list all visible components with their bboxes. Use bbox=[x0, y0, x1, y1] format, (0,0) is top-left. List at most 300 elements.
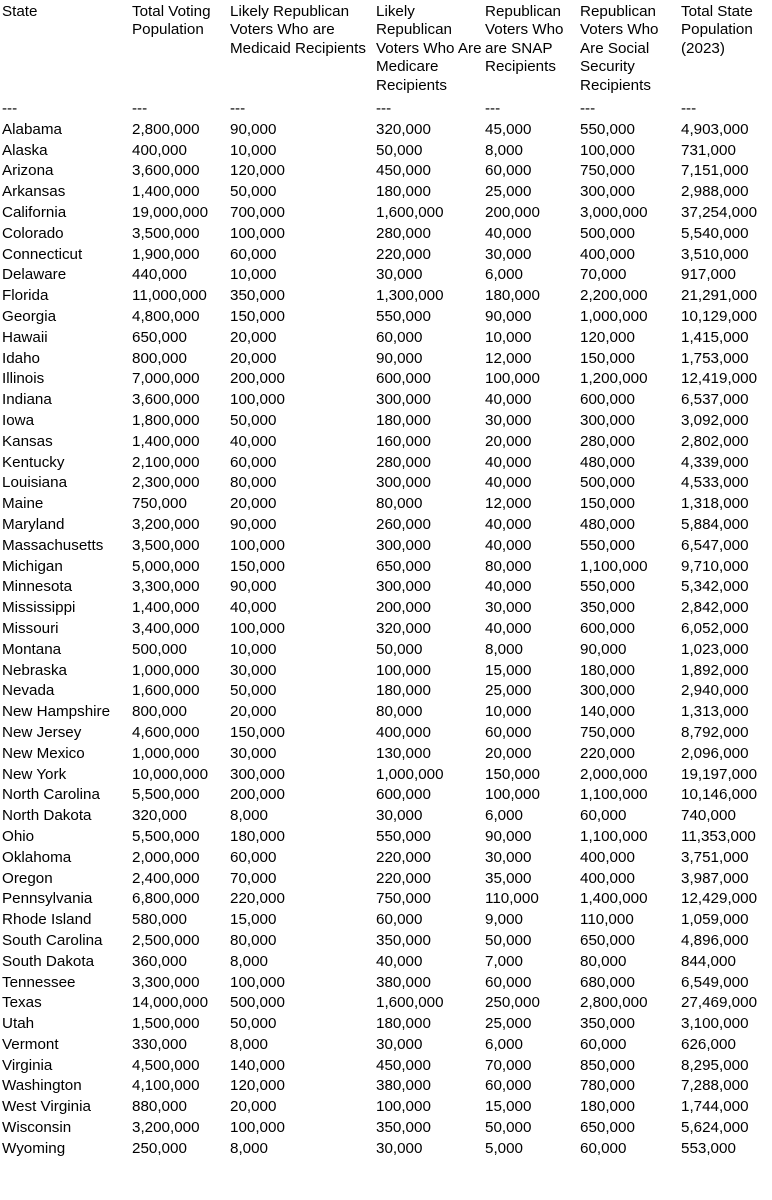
medicare-recipients-cell: 80,000 bbox=[376, 495, 423, 513]
table-row bbox=[2, 349, 769, 370]
table-row bbox=[2, 120, 769, 141]
snap-recipients-cell: 6,000 bbox=[485, 807, 524, 825]
total-state-population-cell: 6,052,000 bbox=[681, 619, 749, 637]
medicaid-recipients-cell: 120,000 bbox=[230, 1077, 285, 1095]
medicaid-recipients-cell: 30,000 bbox=[230, 744, 277, 762]
snap-recipients-cell: 45,000 bbox=[485, 120, 532, 138]
medicaid-recipients-cell: 8,000 bbox=[230, 952, 269, 970]
total-state-population-cell: 6,547,000 bbox=[681, 536, 749, 554]
state-name-cell: Maryland bbox=[2, 515, 65, 533]
snap-recipients-cell: 10,000 bbox=[485, 328, 532, 346]
social-security-recipients-cell: 1,100,000 bbox=[580, 786, 648, 804]
state-data-table bbox=[2, 3, 769, 1160]
total-voting-population-cell: 3,200,000 bbox=[132, 1119, 200, 1137]
medicare-recipients-cell: 180,000 bbox=[376, 1015, 431, 1033]
state-name-cell: Delaware bbox=[2, 266, 67, 284]
total-voting-population-cell: 250,000 bbox=[132, 1139, 187, 1157]
social-security-recipients-cell: 550,000 bbox=[580, 536, 635, 554]
social-security-recipients-cell: 1,000,000 bbox=[580, 308, 648, 325]
table-row bbox=[2, 453, 769, 474]
total-state-population-cell: 3,092,000 bbox=[681, 411, 749, 429]
total-state-population-cell: 7,151,000 bbox=[681, 162, 749, 180]
table-row bbox=[2, 557, 769, 578]
social-security-recipients-cell: 60,000 bbox=[580, 1139, 627, 1157]
social-security-recipients-cell: 300,000 bbox=[580, 183, 635, 201]
separator-cell: --- bbox=[132, 100, 148, 118]
snap-recipients-cell: 15,000 bbox=[485, 1098, 532, 1116]
medicare-recipients-cell: 1,000,000 bbox=[376, 765, 444, 783]
table-row bbox=[2, 494, 769, 515]
snap-recipients-cell: 60,000 bbox=[485, 162, 532, 180]
medicare-recipients-cell: 30,000 bbox=[376, 1035, 423, 1053]
social-security-recipients-cell: 400,000 bbox=[580, 869, 635, 887]
table-row bbox=[2, 973, 769, 994]
state-name-cell: Utah bbox=[2, 1015, 35, 1033]
state-name-cell: Rhode Island bbox=[2, 911, 92, 929]
total-voting-population-cell: 1,400,000 bbox=[132, 183, 200, 201]
snap-recipients-cell: 90,000 bbox=[485, 827, 532, 845]
state-name-cell: Michigan bbox=[2, 557, 63, 575]
total-voting-population-cell: 1,900,000 bbox=[132, 245, 200, 263]
medicare-recipients-cell: 30,000 bbox=[376, 807, 423, 825]
snap-recipients-cell: 70,000 bbox=[485, 1056, 532, 1074]
table-row bbox=[2, 141, 769, 162]
state-name-cell: Illinois bbox=[2, 370, 45, 388]
snap-recipients-cell: 30,000 bbox=[485, 848, 532, 866]
medicaid-recipients-cell: 700,000 bbox=[230, 204, 285, 222]
total-state-population-cell: 10,129,000 bbox=[681, 308, 758, 325]
state-name-cell: Vermont bbox=[2, 1035, 59, 1053]
medicaid-recipients-cell: 30,000 bbox=[230, 661, 277, 679]
medicaid-recipients-cell: 200,000 bbox=[230, 786, 285, 804]
social-security-recipients-cell: 180,000 bbox=[580, 1098, 635, 1116]
table-row bbox=[2, 661, 769, 682]
state-name-cell: Kentucky bbox=[2, 453, 65, 471]
medicaid-recipients-cell: 100,000 bbox=[230, 619, 285, 637]
social-security-recipients-cell: 780,000 bbox=[580, 1077, 635, 1095]
total-voting-population-cell: 3,200,000 bbox=[132, 515, 200, 533]
total-state-population-cell: 8,295,000 bbox=[681, 1056, 749, 1074]
medicaid-recipients-cell: 20,000 bbox=[230, 495, 277, 513]
medicare-recipients-cell: 750,000 bbox=[376, 890, 431, 908]
social-security-recipients-cell: 2,000,000 bbox=[580, 765, 648, 783]
table-row bbox=[2, 931, 769, 952]
medicare-recipients-cell: 380,000 bbox=[376, 1077, 431, 1095]
snap-recipients-cell: 20,000 bbox=[485, 744, 532, 762]
total-state-population-cell: 3,987,000 bbox=[681, 869, 749, 887]
total-state-population-cell: 4,339,000 bbox=[681, 453, 749, 471]
medicare-recipients-cell: 80,000 bbox=[376, 703, 423, 721]
medicare-recipients-cell: 30,000 bbox=[376, 266, 423, 284]
medicaid-recipients-cell: 8,000 bbox=[230, 807, 269, 825]
total-state-population-cell: 1,059,000 bbox=[681, 911, 749, 929]
medicare-recipients-cell: 550,000 bbox=[376, 308, 431, 325]
medicaid-recipients-cell: 40,000 bbox=[230, 599, 277, 617]
state-name-cell: North Dakota bbox=[2, 807, 92, 825]
total-state-population-cell: 2,988,000 bbox=[681, 183, 749, 201]
state-name-cell: Hawaii bbox=[2, 328, 48, 346]
state-name-cell: Connecticut bbox=[2, 245, 83, 263]
total-voting-population-cell: 7,000,000 bbox=[132, 370, 200, 388]
state-name-cell: West Virginia bbox=[2, 1098, 91, 1116]
snap-recipients-cell: 7,000 bbox=[485, 952, 524, 970]
state-name-cell: Pennsylvania bbox=[2, 890, 93, 908]
table-row bbox=[2, 286, 769, 307]
total-state-population-cell: 12,419,000 bbox=[681, 370, 758, 388]
total-state-population-cell: 5,884,000 bbox=[681, 515, 749, 533]
snap-recipients-cell: 40,000 bbox=[485, 578, 532, 596]
social-security-recipients-cell: 2,200,000 bbox=[580, 287, 648, 305]
medicare-recipients-cell: 260,000 bbox=[376, 515, 431, 533]
state-name-cell: New Mexico bbox=[2, 744, 85, 762]
snap-recipients-cell: 30,000 bbox=[485, 245, 532, 263]
separator-row bbox=[2, 95, 769, 120]
total-state-population-cell: 4,896,000 bbox=[681, 931, 749, 949]
medicare-recipients-cell: 450,000 bbox=[376, 162, 431, 180]
social-security-recipients-cell: 650,000 bbox=[580, 1119, 635, 1137]
separator-cell: --- bbox=[485, 100, 501, 118]
total-state-population-cell: 9,710,000 bbox=[681, 557, 749, 575]
social-security-recipients-cell: 480,000 bbox=[580, 453, 635, 471]
total-voting-population-cell: 2,800,000 bbox=[132, 120, 200, 138]
total-state-population-cell: 21,291,000 bbox=[681, 287, 758, 305]
snap-recipients-cell: 6,000 bbox=[485, 1035, 524, 1053]
table-row bbox=[2, 224, 769, 245]
state-name-cell: Nebraska bbox=[2, 661, 67, 679]
social-security-recipients-cell: 80,000 bbox=[580, 952, 627, 970]
snap-recipients-cell: 200,000 bbox=[485, 204, 540, 222]
table-row bbox=[2, 806, 769, 827]
medicare-recipients-cell: 1,600,000 bbox=[376, 204, 444, 222]
column-header-snap-recipients: Republican Voters Who are SNAP Recipients bbox=[485, 3, 564, 76]
snap-recipients-cell: 25,000 bbox=[485, 1015, 532, 1033]
medicare-recipients-cell: 320,000 bbox=[376, 619, 431, 637]
snap-recipients-cell: 40,000 bbox=[485, 619, 532, 637]
state-name-cell: Tennessee bbox=[2, 973, 76, 991]
medicaid-recipients-cell: 50,000 bbox=[230, 411, 277, 429]
medicare-recipients-cell: 50,000 bbox=[376, 640, 423, 658]
table-row bbox=[2, 245, 769, 266]
table-row bbox=[2, 640, 769, 661]
state-name-cell: Nevada bbox=[2, 682, 55, 700]
medicaid-recipients-cell: 120,000 bbox=[230, 162, 285, 180]
social-security-recipients-cell: 350,000 bbox=[580, 599, 635, 617]
state-name-cell: Arizona bbox=[2, 162, 54, 180]
total-voting-population-cell: 360,000 bbox=[132, 952, 187, 970]
state-name-cell: Virginia bbox=[2, 1056, 53, 1074]
social-security-recipients-cell: 280,000 bbox=[580, 432, 635, 450]
table-row bbox=[2, 827, 769, 848]
medicaid-recipients-cell: 10,000 bbox=[230, 141, 277, 159]
total-voting-population-cell: 400,000 bbox=[132, 141, 187, 159]
social-security-recipients-cell: 150,000 bbox=[580, 349, 635, 367]
social-security-recipients-cell: 750,000 bbox=[580, 162, 635, 180]
medicaid-recipients-cell: 180,000 bbox=[230, 827, 285, 845]
state-name-cell: South Carolina bbox=[2, 931, 103, 949]
total-voting-population-cell: 4,100,000 bbox=[132, 1077, 200, 1095]
social-security-recipients-cell: 150,000 bbox=[580, 495, 635, 513]
state-name-cell: New York bbox=[2, 765, 67, 783]
snap-recipients-cell: 8,000 bbox=[485, 640, 524, 658]
table-row bbox=[2, 952, 769, 973]
total-voting-population-cell: 750,000 bbox=[132, 495, 187, 513]
state-name-cell: Arkansas bbox=[2, 183, 66, 201]
snap-recipients-cell: 40,000 bbox=[485, 515, 532, 533]
table-row bbox=[2, 1139, 769, 1160]
snap-recipients-cell: 20,000 bbox=[485, 432, 532, 450]
total-voting-population-cell: 3,600,000 bbox=[132, 391, 200, 409]
total-voting-population-cell: 1,400,000 bbox=[132, 432, 200, 450]
total-voting-population-cell: 330,000 bbox=[132, 1035, 187, 1053]
medicare-recipients-cell: 220,000 bbox=[376, 848, 431, 866]
medicare-recipients-cell: 160,000 bbox=[376, 432, 431, 450]
social-security-recipients-cell: 60,000 bbox=[580, 807, 627, 825]
social-security-recipients-cell: 60,000 bbox=[580, 1035, 627, 1053]
medicare-recipients-cell: 180,000 bbox=[376, 183, 431, 201]
table-row bbox=[2, 1014, 769, 1035]
social-security-recipients-cell: 300,000 bbox=[580, 411, 635, 429]
state-name-cell: Florida bbox=[2, 287, 49, 305]
table-row bbox=[2, 577, 769, 598]
total-state-population-cell: 5,624,000 bbox=[681, 1119, 749, 1137]
total-state-population-cell: 19,197,000 bbox=[681, 765, 758, 783]
state-name-cell: Georgia bbox=[2, 308, 57, 325]
medicare-recipients-cell: 600,000 bbox=[376, 786, 431, 804]
table-row bbox=[2, 307, 769, 328]
snap-recipients-cell: 40,000 bbox=[485, 391, 532, 409]
medicaid-recipients-cell: 220,000 bbox=[230, 890, 285, 908]
snap-recipients-cell: 40,000 bbox=[485, 536, 532, 554]
medicaid-recipients-cell: 140,000 bbox=[230, 1056, 285, 1074]
medicaid-recipients-cell: 10,000 bbox=[230, 266, 277, 284]
social-security-recipients-cell: 110,000 bbox=[580, 911, 634, 929]
column-header-total-voting-population: Total Voting Population bbox=[132, 3, 211, 39]
total-voting-population-cell: 1,800,000 bbox=[132, 411, 200, 429]
table-row bbox=[2, 369, 769, 390]
medicare-recipients-cell: 180,000 bbox=[376, 411, 431, 429]
medicare-recipients-cell: 220,000 bbox=[376, 245, 431, 263]
medicare-recipients-cell: 550,000 bbox=[376, 827, 431, 845]
state-name-cell: Missouri bbox=[2, 619, 59, 637]
state-name-cell: Oklahoma bbox=[2, 848, 72, 866]
snap-recipients-cell: 180,000 bbox=[485, 287, 540, 305]
social-security-recipients-cell: 550,000 bbox=[580, 578, 635, 596]
social-security-recipients-cell: 480,000 bbox=[580, 515, 635, 533]
total-state-population-cell: 3,751,000 bbox=[681, 848, 749, 866]
snap-recipients-cell: 40,000 bbox=[485, 453, 532, 471]
total-state-population-cell: 4,903,000 bbox=[681, 120, 749, 138]
table-row bbox=[2, 765, 769, 786]
social-security-recipients-cell: 1,200,000 bbox=[580, 370, 648, 388]
social-security-recipients-cell: 300,000 bbox=[580, 682, 635, 700]
snap-recipients-cell: 150,000 bbox=[485, 765, 540, 783]
total-state-population-cell: 1,415,000 bbox=[681, 328, 749, 346]
medicare-recipients-cell: 300,000 bbox=[376, 578, 431, 596]
total-voting-population-cell: 3,500,000 bbox=[132, 224, 200, 242]
medicare-recipients-cell: 350,000 bbox=[376, 931, 431, 949]
total-voting-population-cell: 2,000,000 bbox=[132, 848, 200, 866]
state-name-cell: Washington bbox=[2, 1077, 82, 1095]
medicare-recipients-cell: 300,000 bbox=[376, 536, 431, 554]
snap-recipients-cell: 30,000 bbox=[485, 599, 532, 617]
total-voting-population-cell: 500,000 bbox=[132, 640, 187, 658]
social-security-recipients-cell: 180,000 bbox=[580, 661, 635, 679]
total-state-population-cell: 553,000 bbox=[681, 1139, 736, 1157]
social-security-recipients-cell: 600,000 bbox=[580, 391, 635, 409]
medicaid-recipients-cell: 100,000 bbox=[230, 536, 285, 554]
total-voting-population-cell: 320,000 bbox=[132, 807, 187, 825]
total-voting-population-cell: 1,500,000 bbox=[132, 1015, 200, 1033]
snap-recipients-cell: 10,000 bbox=[485, 703, 532, 721]
medicare-recipients-cell: 220,000 bbox=[376, 869, 431, 887]
snap-recipients-cell: 110,000 bbox=[485, 890, 539, 908]
table-row bbox=[2, 598, 769, 619]
table-row bbox=[2, 1056, 769, 1077]
table-row bbox=[2, 473, 769, 494]
total-state-population-cell: 37,254,000 bbox=[681, 204, 758, 222]
state-name-cell: Minnesota bbox=[2, 578, 73, 596]
medicare-recipients-cell: 90,000 bbox=[376, 349, 423, 367]
total-state-population-cell: 12,429,000 bbox=[681, 890, 758, 908]
snap-recipients-cell: 50,000 bbox=[485, 1119, 532, 1137]
state-name-cell: Iowa bbox=[2, 411, 35, 429]
medicaid-recipients-cell: 80,000 bbox=[230, 931, 277, 949]
table-row bbox=[2, 536, 769, 557]
medicare-recipients-cell: 200,000 bbox=[376, 599, 431, 617]
medicare-recipients-cell: 300,000 bbox=[376, 474, 431, 492]
table-body bbox=[2, 95, 769, 1160]
total-state-population-cell: 7,288,000 bbox=[681, 1077, 749, 1095]
social-security-recipients-cell: 90,000 bbox=[580, 640, 627, 658]
total-state-population-cell: 6,549,000 bbox=[681, 973, 749, 991]
snap-recipients-cell: 90,000 bbox=[485, 308, 532, 325]
total-state-population-cell: 11,353,000 bbox=[681, 827, 756, 845]
total-voting-population-cell: 1,400,000 bbox=[132, 599, 200, 617]
snap-recipients-cell: 35,000 bbox=[485, 869, 532, 887]
medicaid-recipients-cell: 50,000 bbox=[230, 1015, 277, 1033]
total-voting-population-cell: 5,000,000 bbox=[132, 557, 200, 575]
state-name-cell: Texas bbox=[2, 994, 42, 1012]
medicaid-recipients-cell: 50,000 bbox=[230, 183, 277, 201]
medicare-recipients-cell: 100,000 bbox=[376, 1098, 431, 1116]
total-state-population-cell: 2,940,000 bbox=[681, 682, 749, 700]
snap-recipients-cell: 25,000 bbox=[485, 183, 532, 201]
total-state-population-cell: 5,540,000 bbox=[681, 224, 749, 242]
medicaid-recipients-cell: 90,000 bbox=[230, 120, 277, 138]
total-state-population-cell: 2,842,000 bbox=[681, 599, 749, 617]
social-security-recipients-cell: 140,000 bbox=[580, 703, 635, 721]
column-header-state: State bbox=[2, 3, 38, 20]
social-security-recipients-cell: 680,000 bbox=[580, 973, 635, 991]
medicare-recipients-cell: 1,600,000 bbox=[376, 994, 444, 1012]
column-header-total-state-population: Total State Population (2023) bbox=[681, 3, 753, 57]
total-voting-population-cell: 5,500,000 bbox=[132, 786, 200, 804]
medicaid-recipients-cell: 20,000 bbox=[230, 349, 277, 367]
social-security-recipients-cell: 350,000 bbox=[580, 1015, 635, 1033]
column-header-medicare-recipients: Likely Republican Voters Who Are Medicare Recipients bbox=[376, 3, 482, 94]
table-row bbox=[2, 515, 769, 536]
total-voting-population-cell: 2,500,000 bbox=[132, 931, 200, 949]
social-security-recipients-cell: 1,100,000 bbox=[580, 557, 648, 575]
total-voting-population-cell: 4,800,000 bbox=[132, 308, 200, 325]
total-voting-population-cell: 14,000,000 bbox=[132, 994, 209, 1012]
social-security-recipients-cell: 550,000 bbox=[580, 120, 635, 138]
medicaid-recipients-cell: 50,000 bbox=[230, 682, 277, 700]
snap-recipients-cell: 60,000 bbox=[485, 1077, 532, 1095]
medicare-recipients-cell: 400,000 bbox=[376, 723, 431, 741]
total-state-population-cell: 3,100,000 bbox=[681, 1015, 749, 1033]
snap-recipients-cell: 30,000 bbox=[485, 411, 532, 429]
total-state-population-cell: 27,469,000 bbox=[681, 994, 758, 1012]
table-row bbox=[2, 744, 769, 765]
medicaid-recipients-cell: 8,000 bbox=[230, 1139, 269, 1157]
medicaid-recipients-cell: 150,000 bbox=[230, 308, 285, 325]
table-row bbox=[2, 1076, 769, 1097]
medicaid-recipients-cell: 350,000 bbox=[230, 287, 285, 305]
snap-recipients-cell: 60,000 bbox=[485, 973, 532, 991]
table-row bbox=[2, 910, 769, 931]
snap-recipients-cell: 250,000 bbox=[485, 994, 540, 1012]
medicare-recipients-cell: 60,000 bbox=[376, 328, 423, 346]
state-name-cell: Wyoming bbox=[2, 1139, 66, 1157]
separator-cell: --- bbox=[376, 100, 392, 118]
total-voting-population-cell: 3,300,000 bbox=[132, 578, 200, 596]
table-row bbox=[2, 328, 769, 349]
medicaid-recipients-cell: 10,000 bbox=[230, 640, 277, 658]
medicare-recipients-cell: 650,000 bbox=[376, 557, 431, 575]
total-state-population-cell: 6,537,000 bbox=[681, 391, 749, 409]
medicaid-recipients-cell: 20,000 bbox=[230, 1098, 277, 1116]
table-row bbox=[2, 182, 769, 203]
snap-recipients-cell: 100,000 bbox=[485, 786, 540, 804]
medicaid-recipients-cell: 8,000 bbox=[230, 1035, 269, 1053]
social-security-recipients-cell: 850,000 bbox=[580, 1056, 635, 1074]
total-voting-population-cell: 3,600,000 bbox=[132, 162, 200, 180]
social-security-recipients-cell: 400,000 bbox=[580, 848, 635, 866]
medicare-recipients-cell: 320,000 bbox=[376, 120, 431, 138]
state-name-cell: Colorado bbox=[2, 224, 64, 242]
table-row bbox=[2, 869, 769, 890]
table-row bbox=[2, 723, 769, 744]
total-state-population-cell: 844,000 bbox=[681, 952, 736, 970]
table-row bbox=[2, 619, 769, 640]
total-state-population-cell: 740,000 bbox=[681, 807, 736, 825]
social-security-recipients-cell: 600,000 bbox=[580, 619, 635, 637]
total-state-population-cell: 626,000 bbox=[681, 1035, 736, 1053]
total-voting-population-cell: 650,000 bbox=[132, 328, 187, 346]
state-name-cell: South Dakota bbox=[2, 952, 95, 970]
snap-recipients-cell: 25,000 bbox=[485, 682, 532, 700]
medicare-recipients-cell: 280,000 bbox=[376, 453, 431, 471]
state-name-cell: Indiana bbox=[2, 391, 52, 409]
table-row bbox=[2, 432, 769, 453]
total-voting-population-cell: 440,000 bbox=[132, 266, 187, 284]
total-state-population-cell: 731,000 bbox=[681, 141, 736, 159]
medicaid-recipients-cell: 300,000 bbox=[230, 765, 285, 783]
social-security-recipients-cell: 70,000 bbox=[580, 266, 627, 284]
social-security-recipients-cell: 2,800,000 bbox=[580, 994, 648, 1012]
total-voting-population-cell: 2,400,000 bbox=[132, 869, 200, 887]
medicare-recipients-cell: 350,000 bbox=[376, 1119, 431, 1137]
total-state-population-cell: 5,342,000 bbox=[681, 578, 749, 596]
total-state-population-cell: 1,753,000 bbox=[681, 349, 749, 367]
social-security-recipients-cell: 650,000 bbox=[580, 931, 635, 949]
total-voting-population-cell: 1,600,000 bbox=[132, 682, 200, 700]
table-row bbox=[2, 681, 769, 702]
medicaid-recipients-cell: 60,000 bbox=[230, 245, 277, 263]
table-row bbox=[2, 203, 769, 224]
social-security-recipients-cell: 100,000 bbox=[580, 141, 635, 159]
